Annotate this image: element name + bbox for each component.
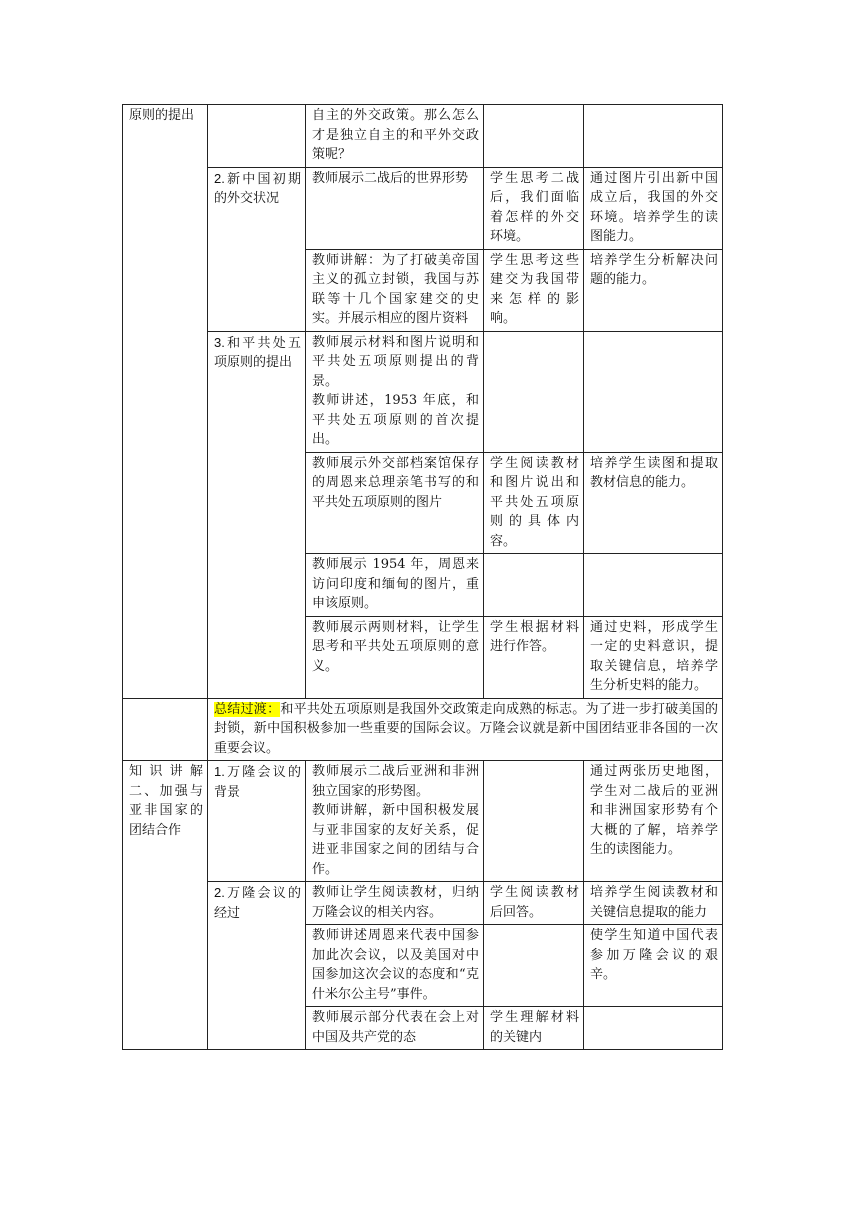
topic-cell: 2.万隆会议的经过 (208, 882, 306, 1050)
student-activity-cell (484, 331, 584, 452)
table-row (123, 105, 723, 168)
teacher-activity-cell: 教师展示两则材料，让学生思考和平共处五项原则的意义。 (306, 616, 484, 698)
student-activity-cell (484, 554, 584, 617)
teacher-activity-cell: 教师让学生阅读教材，归纳万隆会议的相关内容。 (306, 882, 484, 925)
teacher-activity-cell (306, 331, 484, 452)
student-activity-cell: 学生阅读教材后回答。 (484, 882, 584, 925)
student-activity-cell: 学生思考二战后，我们面临着怎样的外交环境。 (484, 167, 584, 249)
table-row (123, 761, 723, 882)
topic-cell: 1.万隆会议的背景 (208, 761, 306, 882)
section-cell: 原则的提出 (123, 105, 208, 699)
topic-cell (208, 105, 306, 168)
table-row (123, 167, 723, 249)
summary-cell (208, 698, 723, 761)
teacher-activity-cell: 教师讲述周恩来代表中国参加此次会议，以及美国对中国参加这次会议的态度和“克什米尔公主号”事件。 (306, 925, 484, 1007)
student-activity-cell: 学生根据材料进行作答。 (484, 616, 584, 698)
summary-label: 总结过渡： (214, 701, 281, 717)
purpose-cell (584, 554, 723, 617)
purpose-cell: 培养学生阅读教材和关键信息提取的能力 (584, 882, 723, 925)
teacher-activity-cell (306, 761, 484, 882)
summary-text: 和平共处五项原则是我国外交政策走向成熟的标志。为了进一步打破美国的封锁，新中国积极参加一些重要的国际会议。万隆会议就是新中国团结亚非各国的一次重要会议。 (214, 701, 718, 756)
purpose-cell: 通过两张历史地图，学生对二战后的亚洲和非洲国家形势有个大概的了解，培养学生的读图能力。 (584, 761, 723, 882)
student-activity-cell (484, 105, 584, 168)
teacher-activity-cell: 教师展示 1954 年，周恩来访问印度和缅甸的图片，重申该原则。 (306, 554, 484, 617)
section-cell: 知识讲解二、加强与亚非国家的团结合作 (123, 761, 208, 1050)
purpose-cell: 培养学生读图和提取教材信息的能力。 (584, 452, 723, 554)
student-activity-cell (484, 925, 584, 1007)
teacher-activity-text: 教师讲述，1953 年底，和平共处五项原则的首次提出。 (312, 393, 479, 447)
table-row (123, 882, 723, 925)
topic-cell: 3.和平共处五项原则的提出 (208, 331, 306, 698)
purpose-cell (584, 1007, 723, 1050)
purpose-cell (584, 105, 723, 168)
teacher-activity-cell: 教师展示部分代表在会上对中国及共产党的态 (306, 1007, 484, 1050)
student-activity-cell: 学生阅读教材和图片说出和平共处五项原则的具体内容。 (484, 452, 584, 554)
teacher-activity-text: 教师展示材料和图片说明和平共处五项原则提出的背景。 (312, 334, 479, 389)
topic-cell: 2.新中国初期的外交状况 (208, 167, 306, 331)
purpose-cell: 使学生知道中国代表参加万隆会议的艰辛。 (584, 925, 723, 1007)
teacher-activity-text: 教师讲解，新中国积极发展与亚非国家的友好关系，促进亚非国家之间的团结与合作。 (312, 803, 479, 877)
teacher-activity-cell: 自主的外交政策。那么怎么才是独立自主的和平外交政策呢？ (306, 105, 484, 168)
lesson-plan-table (122, 104, 723, 1050)
teacher-activity-cell: 教师讲解：为了打破美帝国主义的孤立封锁，我国与苏联等十几个国家建交的史实。并展示相应的图片资料 (306, 249, 484, 331)
teacher-activity-cell: 教师展示二战后的世界形势 (306, 167, 484, 249)
purpose-cell (584, 331, 723, 452)
table-row (123, 331, 723, 452)
student-activity-cell (484, 761, 584, 882)
table-row (123, 698, 723, 761)
purpose-cell: 通过史料，形成学生一定的史料意识，提取关键信息，培养学生分析史料的能力。 (584, 616, 723, 698)
teacher-activity-cell: 教师展示外交部档案馆保存的周恩来总理亲笔书写的和平共处五项原则的图片 (306, 452, 484, 554)
teacher-activity-text: 教师展示二战后亚洲和非洲独立国家的形势图。 (312, 764, 479, 799)
student-activity-cell: 学生思考这些建交为我国带来怎样的影响。 (484, 249, 584, 331)
student-activity-cell: 学生理解材料的关键内 (484, 1007, 584, 1050)
section-cell (123, 698, 208, 761)
purpose-cell: 通过图片引出新中国成立后，我国的外交环境。培养学生的读图能力。 (584, 167, 723, 249)
purpose-cell: 培养学生分析解决问题的能力。 (584, 249, 723, 331)
